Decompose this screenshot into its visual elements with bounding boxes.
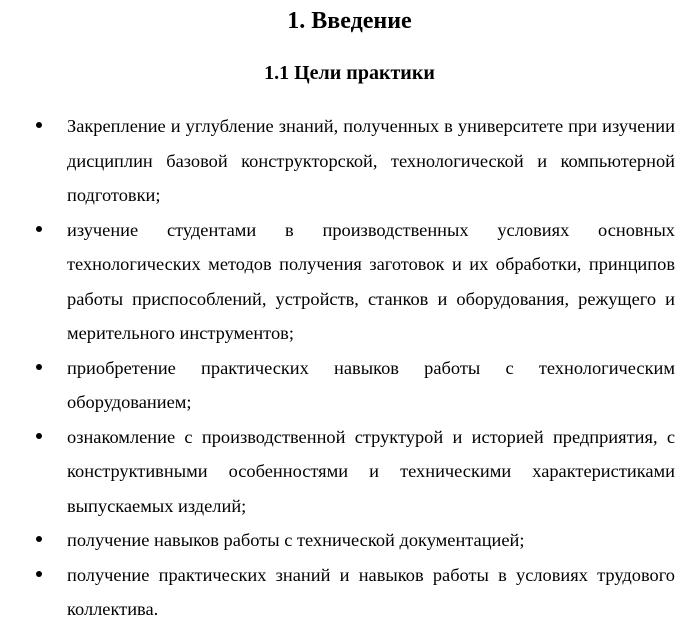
list-item	[0, 523, 699, 558]
bullet-icon	[36, 571, 42, 577]
bullet-icon	[36, 122, 42, 128]
bullet-icon	[36, 364, 42, 370]
bullet-icon	[36, 433, 42, 439]
list-item	[0, 558, 699, 627]
list-item-text: ознакомление с производственной структурой и историей предприятия, с конструктивными особенностями и техническими характеристиками выпускаемых изделий;	[67, 426, 675, 516]
bullet-icon	[36, 226, 42, 232]
bullet-icon	[36, 536, 42, 542]
list-item-text: Закрепление и углубление знаний, полученных в университете при изучении дисциплин базовой конструкторской, технологической и компьютерной подготовки;	[67, 116, 675, 205]
list-item-text: изучение студентами в производственных условиях основных технологических методов получения заготовок и их обработки, принципов работы приспособлений, устройств, станков и оборудования, режущего и мерительного инструментов;	[67, 219, 675, 343]
list-item-text: получение практических знаний и навыков работы в условиях трудового коллектива.	[67, 564, 675, 619]
section-title: 1. Введение	[287, 8, 412, 34]
goals-list	[0, 109, 699, 627]
list-item-text: приобретение практических навыков работы с технологическим оборудованием;	[67, 357, 675, 412]
list-item	[0, 213, 699, 351]
list-item	[0, 420, 699, 524]
list-item-text: получение навыков работы с технической документацией;	[67, 530, 525, 550]
list-item	[0, 109, 699, 213]
subsection-title: 1.1 Цели практики	[264, 62, 435, 84]
list-item	[0, 351, 699, 420]
